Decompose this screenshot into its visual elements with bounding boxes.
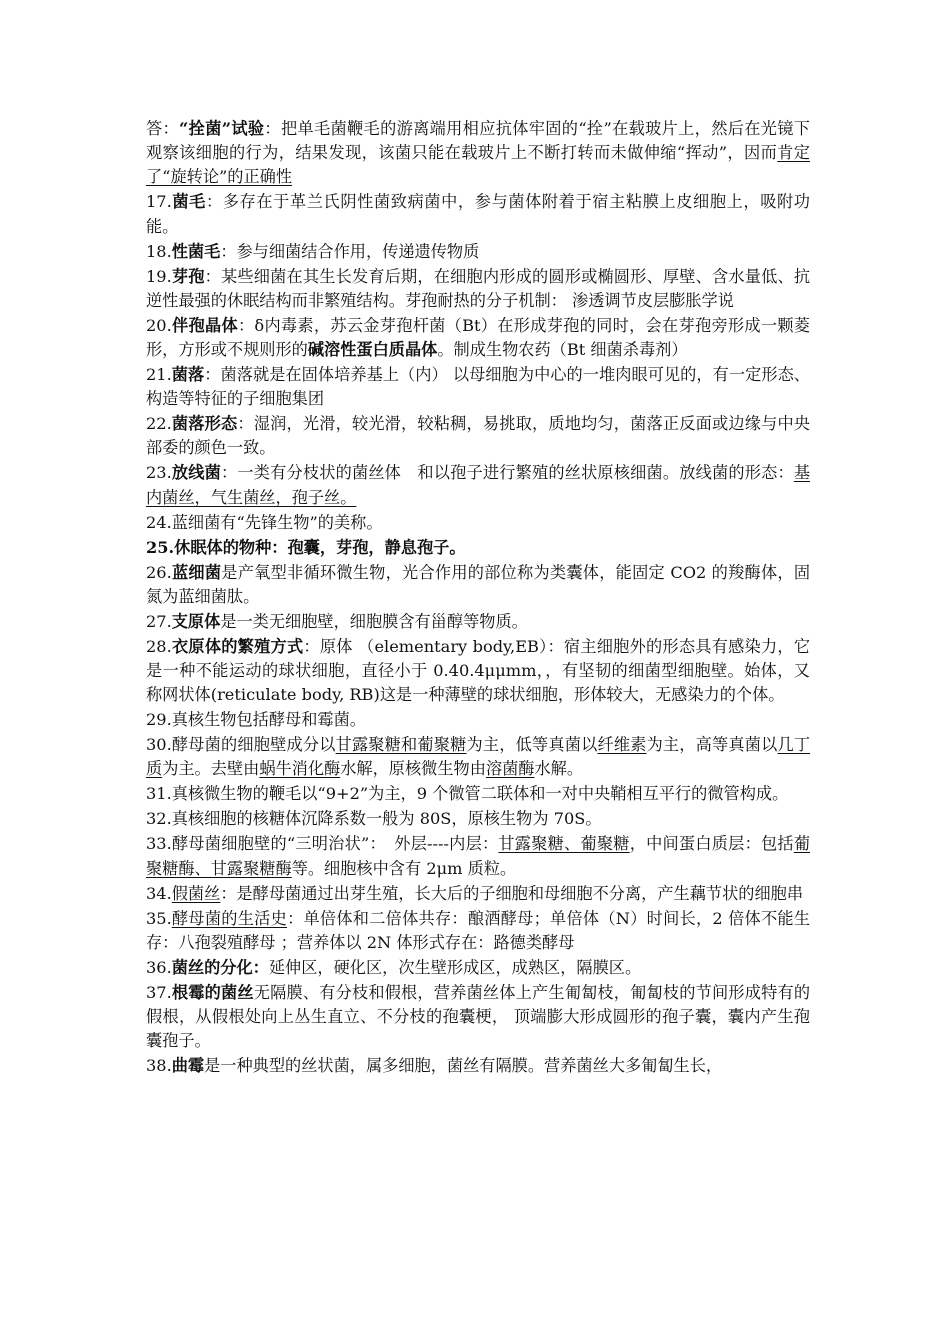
text-run: ：参与细菌结合作用，传递遗传物质 (220, 241, 480, 261)
underlined-text: 肯定了“旋转论”的正确性 (146, 143, 810, 187)
paragraph-13 (146, 635, 810, 708)
bold-term: 蓝细菌 (171, 562, 222, 582)
text-run: 38. (146, 1056, 172, 1076)
underlined-text: 基内菌丝，气生菌丝，孢子丝。 (146, 463, 811, 507)
text-run: ：菌落就是在固体培养基上（内） 以母细胞为中心的一堆肉眼可见的，有一定形态、构造等特征的子细胞集团 (146, 365, 810, 409)
underlined-text: 葡聚糖酶、甘露聚糖酶 (146, 834, 810, 878)
paragraph-6 (146, 363, 810, 411)
text-run: 33.酵母菌细胞壁的“三明治状”： 外层----内层： (146, 834, 499, 854)
paragraph-14 (146, 708, 810, 732)
text-run: 。制成生物农药（Bt 细菌杀毒剂） (437, 340, 688, 360)
bold-term: “拴菌”试验 (179, 119, 265, 138)
text-run: 32.真核细胞的核糖体沉降系数一般为 80S，原核生物为 70S。 (146, 809, 602, 829)
text-run: ：原体 （elementary body,EB）：宿主细胞外的形态具有感染力，它是一种不能运动的球状细胞，直径小于 0.40.4μμmm，，有坚韧的细菌型细胞壁。始体，又称网状体(reticulate body, RB)这是一种薄壁的球状细胞，形体较大，无感染力的个体。 (146, 636, 811, 705)
text-run: 23. (146, 463, 172, 483)
text-run: 29.真核生物包括酵母和霉菌。 (146, 710, 366, 730)
bold-term: 菌毛 (171, 192, 206, 212)
text-run: 水解。 (534, 759, 584, 779)
paragraph-22 (146, 981, 810, 1054)
underlined-text: 纤维素 (597, 735, 647, 755)
bold-term: 放线菌 (171, 463, 222, 483)
text-run: ：是酵母菌通过出芽生殖，长大后的子细胞和母细胞不分离，产生藕节状的细胞串 (220, 883, 804, 903)
text-run: 为主。去壁由 (162, 759, 260, 779)
text-run: 22. (146, 414, 172, 434)
bold-term: 25.休眠体的物种：孢囊，芽孢，静息孢子。 (146, 537, 466, 557)
text-run: 20. (146, 315, 172, 335)
bold-term: 菌落 (171, 365, 205, 385)
text-run: ，中间蛋白质层：包括 (629, 834, 794, 854)
underlined-text: 假菌丝 (171, 883, 221, 903)
bold-term: 菌落形态 (171, 414, 238, 434)
paragraph-3 (146, 240, 810, 264)
text-run: ：湿润，光滑，较光滑，较粘稠，易挑取，质地均匀，菌落正反面或边缘与中央部委的颜色一致。 (146, 414, 810, 458)
paragraph-17 (146, 807, 810, 831)
paragraph-21 (146, 956, 810, 980)
bold-term: 曲霉 (171, 1056, 205, 1076)
underlined-text: 蜗牛消化酶 (259, 759, 341, 779)
paragraph-5 (146, 314, 810, 362)
text-run: 是一类无细胞壁，细胞膜含有甾醇等物质。 (220, 611, 528, 631)
bold-term: 衣原体的繁殖方式 (171, 636, 304, 656)
text-run: 等。细胞核中含有 2μm 质粒。 (291, 858, 517, 878)
bold-term: 支原体 (171, 611, 221, 631)
underlined-text: 甘露聚糖和葡聚糖 (335, 735, 467, 755)
text-run: 无隔膜、有分枝和假根，营养菌丝体上产生匍匐枝，匍匐枝的节间形成特有的假根，从假根处向上丛生直立、不分枝的孢囊梗， 顶端膨大形成圆形的孢子囊，囊内产生孢囊孢子。 (146, 982, 811, 1051)
paragraph-18 (146, 832, 810, 880)
text-run: 19. (146, 266, 172, 286)
underlined-text: 酵母菌的生活史 (171, 908, 288, 928)
text-run: 28. (146, 636, 172, 656)
bold-term: 性菌毛 (171, 241, 221, 261)
paragraph-10 (146, 536, 810, 560)
text-run: 37. (146, 982, 172, 1002)
text-run: 21. (146, 365, 172, 385)
text-run: ：把单毛菌鞭毛的游离端用相应抗体牢固的“拴”在载玻片上，然后在光镜下观察该细胞的行为，结果发现，该菌只能在载玻片上不断打转而未做伸缩“挥动”，因而 (146, 119, 810, 163)
text-run: 是产氧型非循环微生物，光合作用的部位称为类囊体，能固定 CO2 的羧酶体，固氮为蓝细菌肽。 (146, 562, 811, 606)
bold-term: 伴孢晶体 (171, 315, 238, 335)
bold-term: 菌丝的分化： (171, 957, 269, 977)
paragraph-20 (146, 907, 810, 955)
text-run: ：一类有分枝状的菌丝体 和以孢子进行繁殖的丝状原核细菌。放线菌的形态： (221, 463, 794, 483)
text-run: 26. (146, 562, 172, 582)
text-run: 27. (146, 611, 172, 631)
underlined-text: 几丁质 (146, 735, 811, 779)
document-page (146, 117, 810, 1079)
text-run: 30.酵母菌的细胞壁成分以 (146, 735, 336, 755)
bold-term: 芽孢 (171, 266, 205, 286)
paragraph-1 (146, 117, 810, 190)
text-run: 24.蓝细菌有“先锋生物”的美称。 (146, 512, 383, 532)
text-run: 延伸区，硬化区，次生壁形成区，成熟区，隔膜区。 (268, 957, 642, 977)
bold-term: 根霉的菌丝 (171, 982, 254, 1002)
underlined-text: 溶菌酶 (485, 759, 535, 779)
text-run: 36. (146, 957, 172, 977)
paragraph-19 (146, 882, 810, 906)
text-run: ：δ内毒素，苏云金芽孢杆菌（Bt）在形成芽孢的同时，会在芽孢旁形成一颗菱形，方形或不规则形的 (146, 315, 810, 360)
text-run: ：某些细菌在其生长发育后期，在细胞内形成的圆形或椭圆形、厚壁、含水量低、抗逆性最强的休眠结构而非繁殖结构。芽孢耐热的分子机制： 渗透调节皮层膨胀学说 (146, 266, 811, 310)
text-run: 35. (146, 908, 172, 928)
underlined-text: 甘露聚糖、葡聚糖 (498, 834, 630, 854)
paragraph-4 (146, 265, 810, 313)
text-run: ：多存在于革兰氏阴性菌致病菌中，参与菌体附着于宿主粘膜上皮细胞上，吸附功能。 (146, 192, 810, 236)
paragraph-11 (146, 561, 810, 609)
paragraph-7 (146, 412, 810, 460)
paragraph-2 (146, 190, 810, 238)
paragraph-8 (146, 461, 810, 509)
paragraph-12 (146, 610, 810, 634)
text-run: 为主，高等真菌以 (646, 735, 778, 755)
text-run: 17. (146, 192, 172, 212)
text-run: 是一种典型的丝状菌，属多细胞，菌丝有隔膜。营养菌丝大多匍匐生长， (204, 1056, 723, 1076)
text-run: 18. (146, 241, 172, 261)
text-run: 31.真核微生物的鞭毛以“9+2”为主，9 个微管二联体和一对中央鞘相互平行的微管构成。 (146, 784, 789, 804)
paragraph-16 (146, 782, 810, 806)
paragraph-9 (146, 511, 810, 535)
paragraph-15 (146, 733, 810, 781)
text-run: 水解，原核微生物由 (340, 759, 486, 779)
text-run: 为主，低等真菌以 (466, 735, 598, 755)
text-run: ：单倍体和二倍体共存：酿酒酵母；单倍体（N）时间长，2 倍体不能生存：八孢裂殖酵母 ；营养体以 2N 体形式存在：路德类酵母 (146, 908, 811, 952)
bold-term: 碱溶性蛋白质晶体 (307, 340, 438, 360)
paragraph-23 (146, 1054, 810, 1078)
text-run: 34. (146, 883, 172, 903)
text-run: 答： (146, 119, 180, 138)
